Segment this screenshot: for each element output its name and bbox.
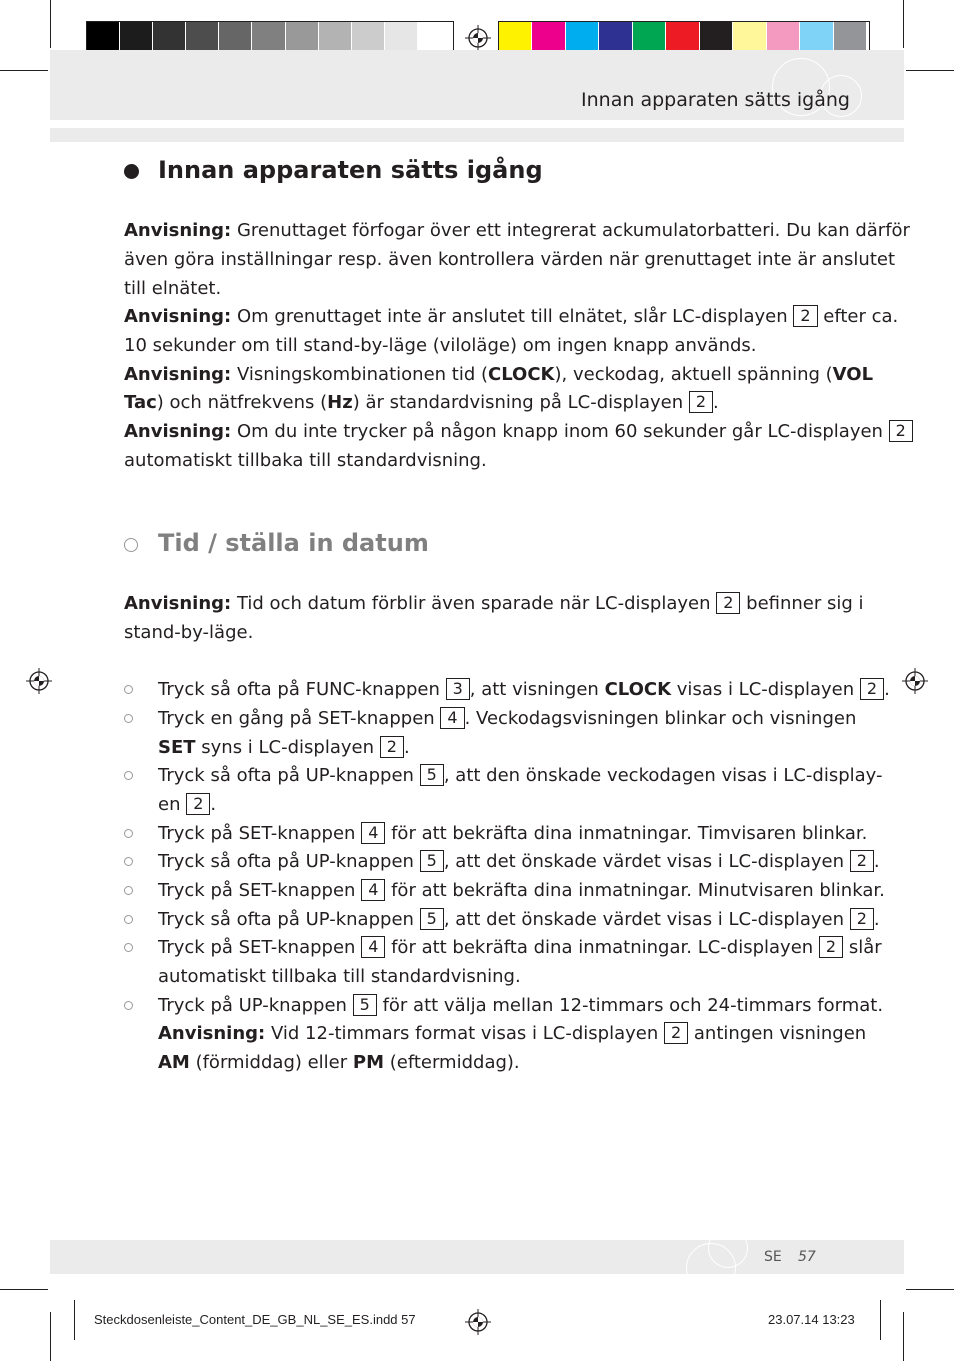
note-line: Tac) och nätfrekvens (Hz) är standardvisning på LC-displayen 2 . xyxy=(124,392,719,413)
display-ref-badge: 2 xyxy=(380,736,404,758)
button-ref-badge: 5 xyxy=(420,850,444,872)
step-line: en 2 . xyxy=(158,794,217,815)
decorative-circle xyxy=(708,1228,748,1268)
display-ref-badge: 2 xyxy=(850,908,874,930)
page-number: 57 xyxy=(798,1249,816,1265)
step-bullet-icon xyxy=(124,685,133,694)
slug-filename: Steckdosenleiste_Content_DE_GB_NL_SE_ES.indd 57 xyxy=(94,1312,416,1327)
section-heading: Innan apparaten sätts igång xyxy=(158,156,543,184)
button-ref-badge: 4 xyxy=(361,822,385,844)
crop-mark xyxy=(0,1289,48,1290)
button-ref-badge: 4 xyxy=(361,936,385,958)
display-ref-badge: 2 xyxy=(793,305,817,327)
language-code: SE xyxy=(764,1249,782,1265)
step-line: SET syns i LC-displayen 2 . xyxy=(158,737,410,758)
step-line: Tryck på UP-knappen 5 för att välja mellan 12-timmars och 24-timmars format. xyxy=(158,995,884,1016)
button-ref-badge: 5 xyxy=(420,908,444,930)
display-ref-badge: 2 xyxy=(716,592,740,614)
display-ref-badge: 2 xyxy=(664,1022,688,1044)
step-line: Tryck så ofta på UP-knappen 5 , att det önskade värdet visas i LC-displayen 2 . xyxy=(158,909,880,930)
note-line: Anvisning: Grenuttaget förfogar över ett integrerat ackumulatorbatteri. Du kan därför xyxy=(124,220,910,241)
crop-mark xyxy=(903,1312,904,1361)
step-line: automatiskt tillbaka till standardvisning. xyxy=(158,966,521,987)
button-ref-badge: 4 xyxy=(361,879,385,901)
note-line: Anvisning: Om grenuttaget inte är anslutet till elnätet, slår LC-displayen 2 efter ca. xyxy=(124,306,899,327)
running-header-title: Innan apparaten sätts igång xyxy=(581,89,850,111)
button-ref-badge: 5 xyxy=(420,764,444,786)
note-label: Anvisning: xyxy=(124,593,232,614)
crop-mark xyxy=(50,1312,51,1361)
step-line: Tryck på SET-knappen 4 för att bekräfta dina inmatningar. LC-displayen 2 slår xyxy=(158,937,882,958)
crop-mark xyxy=(0,70,48,71)
button-ref-badge: 3 xyxy=(446,678,470,700)
note-line: även göra inställningar resp. även kontrollera värden när grenuttaget inte är anslutet xyxy=(124,249,896,270)
step-line: Tryck på SET-knappen 4 för att bekräfta dina inmatningar. Timvisaren blinkar. xyxy=(158,823,868,844)
section-heading: Tid / ställa in datum xyxy=(158,529,429,557)
heading-bullet-icon xyxy=(124,538,138,552)
crop-mark xyxy=(906,70,954,71)
registration-mark-icon xyxy=(465,25,491,51)
slug-date: 23.07.14 13:23 xyxy=(768,1312,855,1327)
button-ref-badge: 4 xyxy=(440,707,464,729)
note-label: Anvisning: xyxy=(124,220,232,241)
step-bullet-icon xyxy=(124,771,133,780)
button-ref-badge: 5 xyxy=(353,994,377,1016)
step-line: Tryck en gång på SET-knappen 4 . Veckodagsvisningen blinkar och visningen xyxy=(158,708,857,729)
note-line: Anvisning: Om du inte trycker på någon knapp inom 60 sekunder går LC-displayen 2 xyxy=(124,417,913,446)
display-ref-badge: 2 xyxy=(689,391,713,413)
crop-mark xyxy=(880,1300,881,1340)
note-line: Anvisning: Visningskombinationen tid (CLOCK), veckodag, aktuell spänning (VOL xyxy=(124,364,874,385)
crop-mark xyxy=(50,0,51,48)
crop-mark xyxy=(906,1289,954,1290)
display-ref-badge: 2 xyxy=(850,850,874,872)
note-line: Anvisning: Tid och datum förblir även sparade när LC-displayen 2 befinner sig i xyxy=(124,593,864,614)
registration-mark-icon xyxy=(902,668,928,694)
note-line: automatiskt tillbaka till standardvisning. xyxy=(124,450,487,471)
step-line: Tryck så ofta på FUNC-knappen 3 , att visningen CLOCK visas i LC-displayen 2 . xyxy=(158,679,890,700)
step-bullet-icon xyxy=(124,1001,133,1010)
step-bullet-icon xyxy=(124,943,133,952)
step-bullet-icon xyxy=(124,915,133,924)
display-ref-badge: 2 xyxy=(860,678,884,700)
crop-mark xyxy=(74,1300,75,1340)
step-line: Tryck så ofta på UP-knappen 5 , att det önskade värdet visas i LC-displayen 2 . xyxy=(158,851,880,872)
step-bullet-icon xyxy=(124,829,133,838)
step-line: Anvisning: Vid 12-timmars format visas i LC-displayen 2 antingen visningen xyxy=(158,1023,867,1044)
step-bullet-icon xyxy=(124,886,133,895)
header-strip xyxy=(50,128,904,142)
note-label: Anvisning: xyxy=(124,306,232,327)
heading-bullet-icon xyxy=(124,164,139,179)
crop-mark xyxy=(903,0,904,48)
registration-mark-icon xyxy=(26,668,52,694)
display-ref-badge: 2 xyxy=(819,936,843,958)
note-label: Anvisning: xyxy=(124,421,232,442)
step-line: Tryck så ofta på UP-knappen 5 , att den önskade veckodagen visas i LC-display- xyxy=(158,765,883,786)
note-line: till elnätet. xyxy=(124,278,222,299)
step-bullet-icon xyxy=(124,714,133,723)
step-line: AM (förmiddag) eller PM (eftermiddag). xyxy=(158,1052,520,1073)
note-line: stand-by-läge. xyxy=(124,622,254,643)
step-line: Tryck på SET-knappen 4 för att bekräfta dina inmatningar. Minutvisaren blinkar. xyxy=(158,880,885,901)
note-label: Anvisning: xyxy=(124,364,232,385)
step-bullet-icon xyxy=(124,857,133,866)
display-ref-badge: 2 xyxy=(186,793,210,815)
registration-mark-icon xyxy=(465,1309,491,1335)
display-ref-badge: 2 xyxy=(889,420,913,442)
note-line: 10 sekunder om till stand-by-läge (viloläge) om ingen knapp används. xyxy=(124,335,757,356)
note-label: Anvisning: xyxy=(158,1023,266,1044)
